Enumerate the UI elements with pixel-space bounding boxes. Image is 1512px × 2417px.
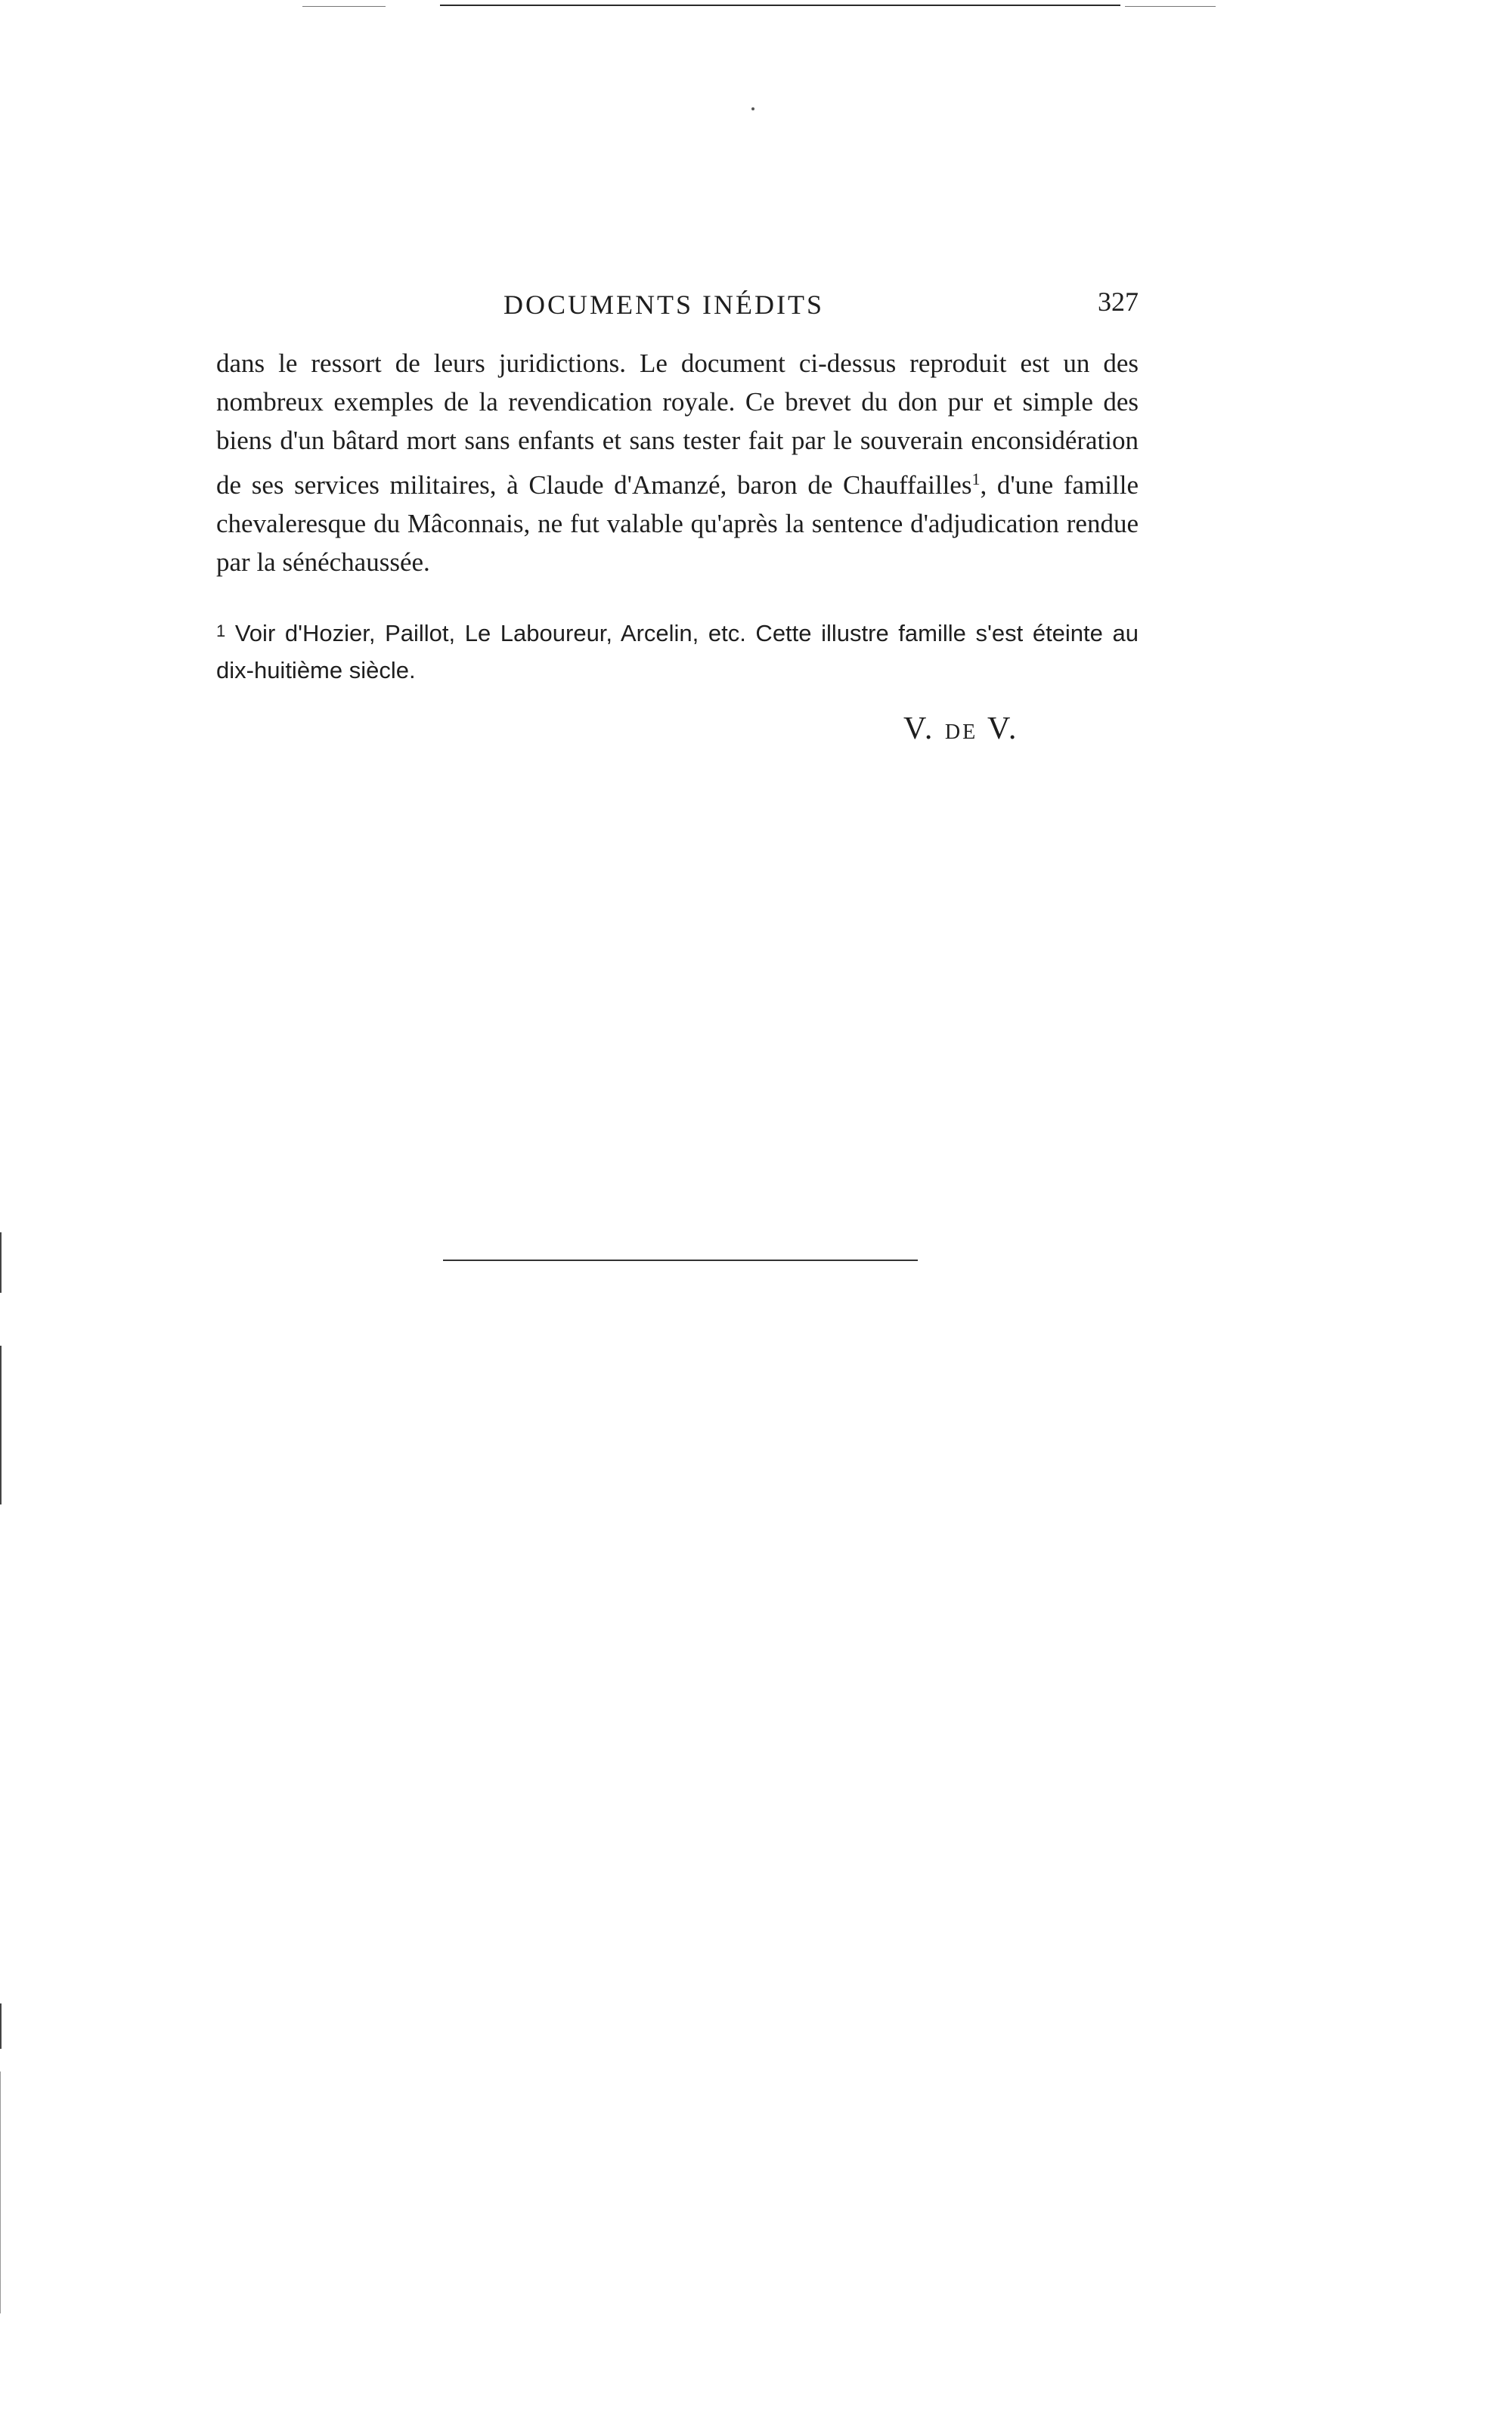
page-header <box>216 289 1139 334</box>
top-scan-rule-right <box>1125 6 1216 7</box>
left-margin-scan-line <box>0 2003 2 2049</box>
signature-initial-2: V. <box>987 711 1019 746</box>
body-text <box>216 344 1139 581</box>
running-title: DOCUMENTS INÉDITS <box>503 290 824 320</box>
footnote-text: Voir d'Hozier, Paillot, Le Laboureur, Arcelin, etc. Cette illustre famille s'est éteinte au dix-huitième siècle. <box>216 620 1139 683</box>
scan-speck <box>751 107 754 110</box>
footnote-mark: 1 <box>216 621 226 640</box>
page-number: 327 <box>1098 287 1139 317</box>
footnote-reference: 1 <box>971 469 981 488</box>
left-margin-scan-line <box>0 2071 1 2313</box>
left-margin-scan-line <box>0 1346 2 1504</box>
body-paragraph <box>216 344 1139 581</box>
body-paragraph-part1: dans le ressort de leurs juridictions. Le document ci-dessus reproduit est un des nombreux exemples de la revendication royale. Ce brevet du don pur et simple des biens d'un bâtard mort sans enfants et sans tester fait par le souverain enconsidération de ses services militaires, à Claude d'Amanzé, baron de Chauffailles <box>216 349 1139 500</box>
signature-initial-1: V. <box>903 711 935 746</box>
signature-particle: DE <box>944 720 978 744</box>
footnote <box>216 612 1139 689</box>
left-margin-scan-line <box>0 1232 2 1293</box>
section-end-rule <box>443 1260 918 1261</box>
body-paragraph-part2: , d'une famille chevaleresque du Mâconnais, ne fut valable qu'après la sentence d'adjudication rendue par la sénéchaussée. <box>216 470 1139 577</box>
top-scan-rule-short <box>302 6 386 7</box>
top-scan-rule <box>440 5 1120 6</box>
author-signature <box>903 711 1018 747</box>
